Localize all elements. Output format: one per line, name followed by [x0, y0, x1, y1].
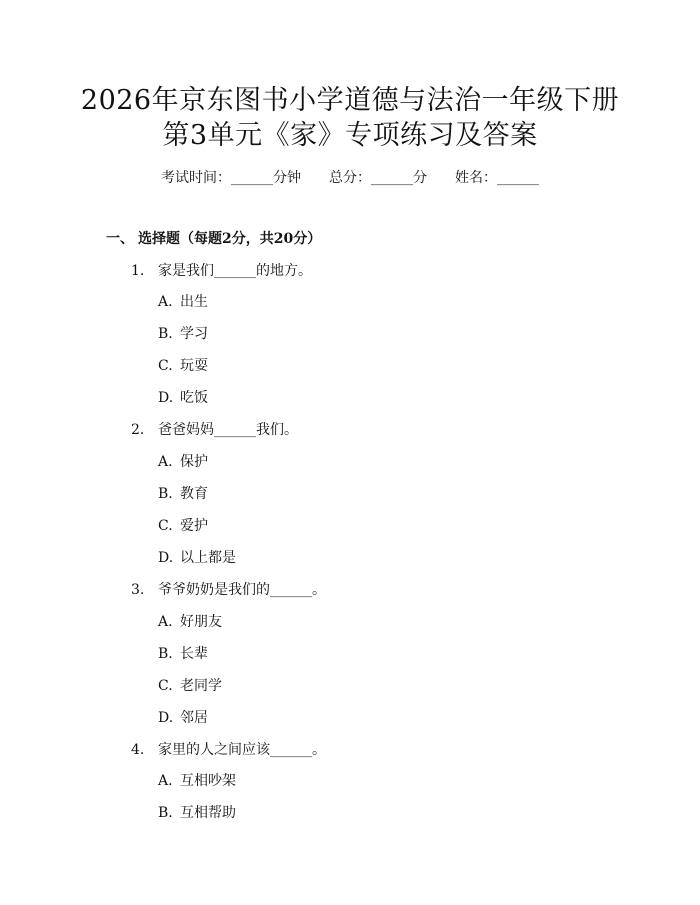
option-text: 学习 [180, 326, 208, 342]
option-label: A. [158, 614, 173, 630]
question-3 [131, 580, 326, 600]
option-text: 长辈 [180, 646, 208, 662]
option-label: C. [158, 518, 173, 534]
section-title: 选择题（每题2分，共20分） [138, 231, 322, 247]
question-text: 家是我们______的地方。 [158, 263, 312, 279]
option-2a [158, 452, 208, 472]
option-3d [158, 708, 208, 728]
option-1a [158, 292, 208, 312]
exam-meta [0, 168, 700, 188]
question-number: 4. [131, 742, 145, 758]
option-text: 好朋友 [180, 614, 222, 630]
option-label: B. [158, 486, 173, 502]
question-text: 爷爷奶奶是我们的______。 [158, 582, 326, 598]
name-label: 姓名：______ [455, 170, 539, 186]
option-1d [158, 388, 208, 408]
option-2c [158, 516, 208, 536]
option-label: D. [158, 390, 174, 406]
option-text: 出生 [180, 294, 208, 310]
question-text: 家里的人之间应该______。 [158, 742, 326, 758]
option-text: 互相吵架 [180, 773, 236, 789]
option-1b [158, 324, 208, 344]
option-text: 互相帮助 [180, 805, 236, 821]
option-text: 以上都是 [180, 550, 236, 566]
question-1 [131, 261, 312, 281]
option-text: 玩耍 [180, 358, 208, 374]
section-heading [106, 229, 321, 249]
option-text: 保护 [180, 454, 208, 470]
option-1c [158, 356, 208, 376]
option-2d [158, 548, 236, 568]
option-label: A. [158, 773, 173, 789]
section-number: 一、 [106, 231, 134, 247]
option-label: D. [158, 550, 174, 566]
question-number: 2. [131, 422, 145, 438]
option-label: B. [158, 646, 173, 662]
option-label: A. [158, 294, 173, 310]
option-text: 邻居 [180, 710, 208, 726]
question-number: 3. [131, 582, 145, 598]
option-4b [158, 803, 236, 823]
option-text: 爱护 [180, 518, 208, 534]
option-text: 老同学 [180, 678, 222, 694]
total-score-label: 总分：______分 [329, 170, 427, 186]
question-2 [131, 420, 298, 440]
option-label: C. [158, 358, 173, 374]
option-label: B. [158, 326, 173, 342]
option-label: C. [158, 678, 173, 694]
option-2b [158, 484, 208, 504]
question-4 [131, 740, 326, 760]
option-text: 吃饭 [180, 390, 208, 406]
option-3a [158, 612, 222, 632]
question-text: 爸爸妈妈______我们。 [158, 422, 298, 438]
document-title-line1: 2026年京东图书小学道德与法治一年级下册 [80, 85, 620, 116]
option-label: D. [158, 710, 174, 726]
option-text: 教育 [180, 486, 208, 502]
option-label: A. [158, 454, 173, 470]
option-4a [158, 771, 236, 791]
exam-time-label: 考试时间：______分钟 [161, 170, 301, 186]
option-3c [158, 676, 222, 696]
question-number: 1. [131, 263, 145, 279]
document-title-line2: 第3单元《家》专项练习及答案 [162, 120, 538, 151]
option-3b [158, 644, 208, 664]
option-label: B. [158, 805, 173, 821]
